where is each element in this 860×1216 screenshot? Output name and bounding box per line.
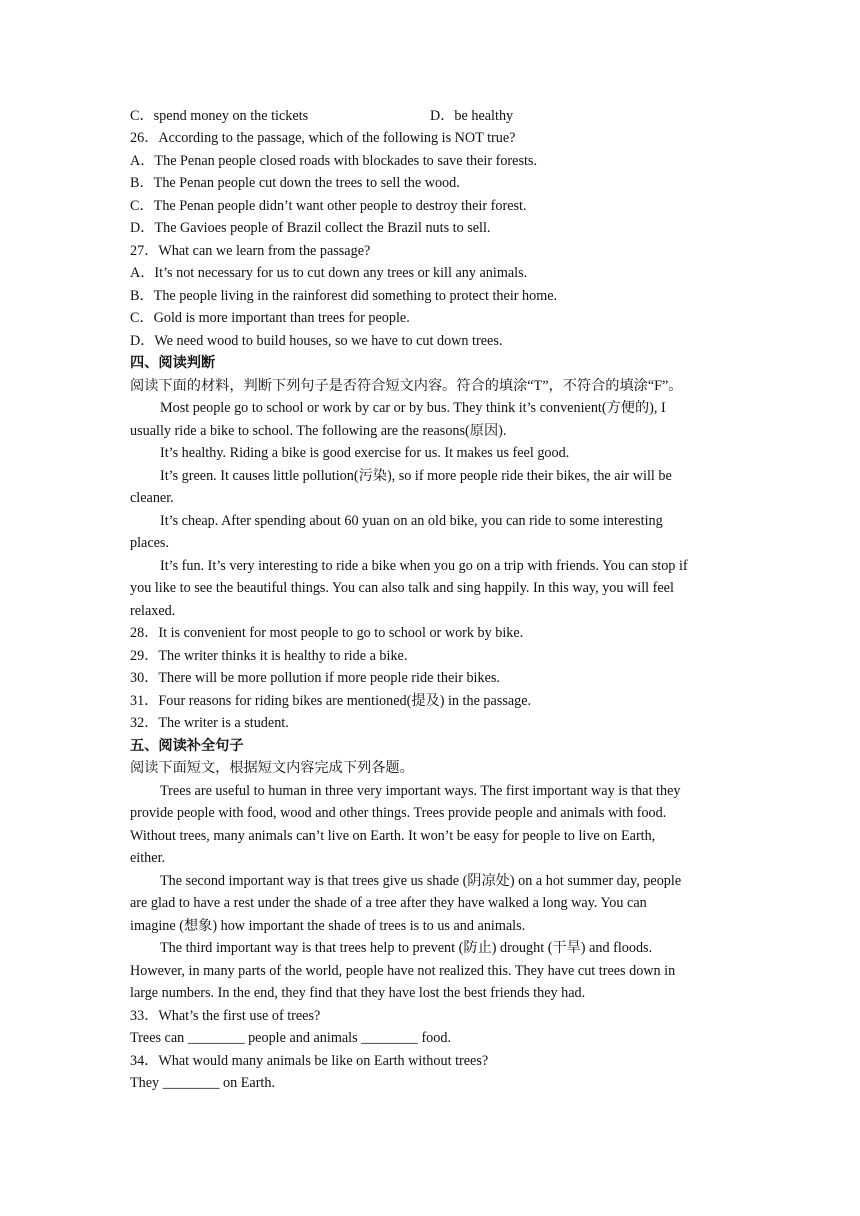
passage-line: It’s cheap. After spending about 60 yuan on an old bike, you can ride to some interesting <box>160 513 663 529</box>
section-instruction: 阅读下面的材料，判断下列句子是否符合短文内容。符合的填涂“T”，不符合的填涂“F”。 <box>130 378 683 394</box>
passage-line: The second important way is that trees give us shade (阴凉处) on a hot summer day, people <box>160 873 682 889</box>
question-30: 30．There will be more pollution if more people ride their bikes. <box>130 670 500 686</box>
answer-line: Trees can ________ people and animals ________ food. <box>130 1030 452 1046</box>
option-line: A．The Penan people closed roads with blockades to save their forests. <box>130 153 537 169</box>
question-26: 26．According to the passage, which of the following is NOT true? <box>130 130 516 146</box>
passage-line: you like to see the beautiful things. You can also talk and sing happily. In this way, you will feel <box>130 580 674 596</box>
question-32: 32．The writer is a student. <box>130 715 289 731</box>
option-line: D．We need wood to build houses, so we have to cut down trees. <box>130 333 503 349</box>
option-line <box>130 106 513 126</box>
option-line: C．The Penan people didn’t want other people to destroy their forest. <box>130 198 527 214</box>
option-line: B．The people living in the rainforest did something to protect their home. <box>130 288 558 304</box>
passage-line: The third important way is that trees help to prevent (防止) drought (干旱) and floods. <box>160 940 653 956</box>
question-34: 34．What would many animals be like on Earth without trees? <box>130 1053 489 1069</box>
option-c: C．spend money on the tickets <box>130 108 309 124</box>
question-33: 33．What’s the first use of trees? <box>130 1008 321 1024</box>
passage-line: It’s fun. It’s very interesting to ride a bike when you go on a trip with friends. You can stop if <box>160 558 688 574</box>
passage-line: large numbers. In the end, they find that they have lost the best friends they had. <box>130 985 586 1001</box>
question-27: 27．What can we learn from the passage? <box>130 243 371 259</box>
passage-line: usually ride a bike to school. The following are the reasons(原因). <box>130 423 507 439</box>
answer-line: They ________ on Earth. <box>130 1075 275 1091</box>
option-d: D．be healthy <box>430 108 514 124</box>
passage-line: It’s green. It causes little pollution(污染), so if more people ride their bikes, the air will be <box>160 468 672 484</box>
passage-line: It’s healthy. Riding a bike is good exercise for us. It makes us feel good. <box>160 445 570 461</box>
passage-line: However, in many parts of the world, people have not realized this. They have cut trees down in <box>130 963 676 979</box>
passage-line: places. <box>130 535 169 551</box>
passage-line: are glad to have a rest under the shade of a tree after they have walked a long way. You can <box>130 895 647 911</box>
question-29: 29．The writer thinks it is healthy to ride a bike. <box>130 648 408 664</box>
section-instruction: 阅读下面短文，根据短文内容完成下列各题。 <box>130 760 414 776</box>
passage-line: Most people go to school or work by car or by bus. They think it’s convenient(方便的), I <box>160 400 666 416</box>
section-heading: 五、阅读补全句子 <box>130 738 244 754</box>
passage-line: relaxed. <box>130 603 176 619</box>
section-heading: 四、阅读判断 <box>130 355 216 371</box>
question-31: 31．Four reasons for riding bikes are mentioned(提及) in the passage. <box>130 693 532 709</box>
question-28: 28．It is convenient for most people to go to school or work by bike. <box>130 625 524 641</box>
passage-line: provide people with food, wood and other things. Trees provide people and animals with food. <box>130 805 667 821</box>
passage-line: Without trees, many animals can’t live on Earth. It won’t be easy for people to live on Earth, <box>130 828 656 844</box>
passage-line: either. <box>130 850 166 866</box>
option-line: D．The Gavioes people of Brazil collect the Brazil nuts to sell. <box>130 220 491 236</box>
option-line: C．Gold is more important than trees for people. <box>130 310 410 326</box>
option-line: A．It’s not necessary for us to cut down any trees or kill any animals. <box>130 265 528 281</box>
option-line: B．The Penan people cut down the trees to sell the wood. <box>130 175 460 191</box>
passage-line: Trees are useful to human in three very important ways. The first important way is that they <box>160 783 681 799</box>
passage-line: cleaner. <box>130 490 174 506</box>
passage-line: imagine (想象) how important the shade of trees is to us and animals. <box>130 918 526 934</box>
